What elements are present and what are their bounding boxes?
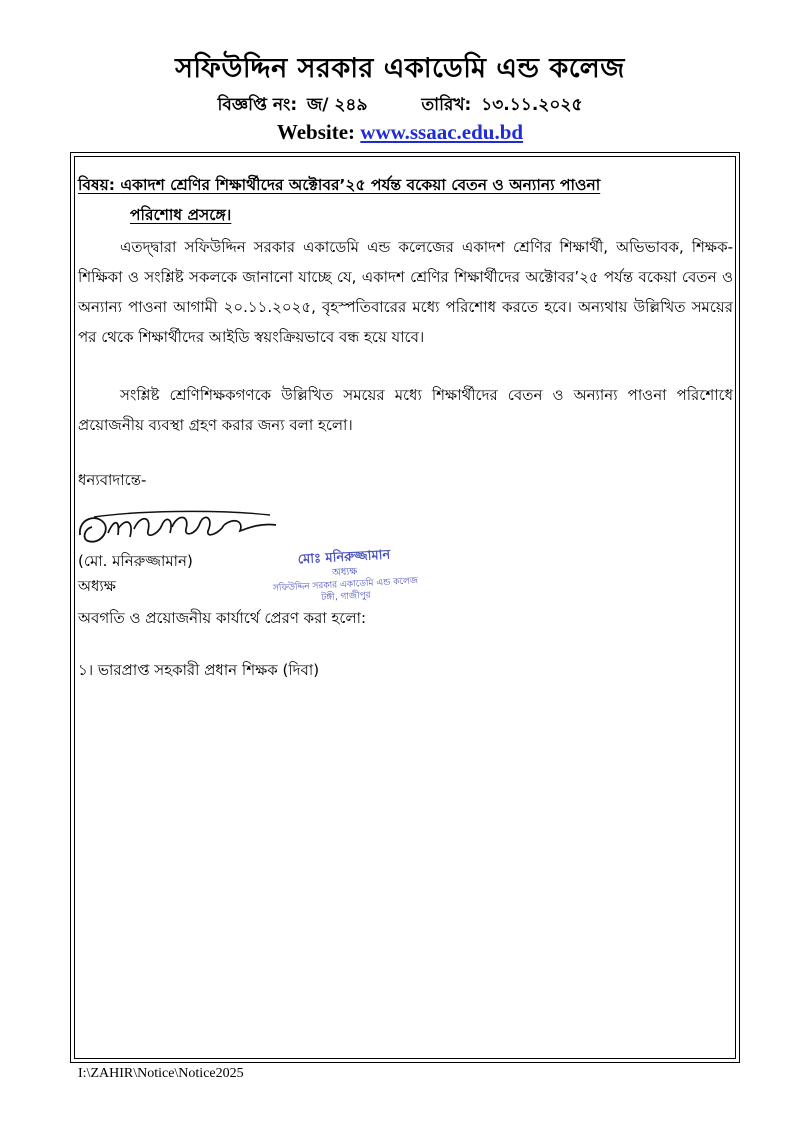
file-path-footer: I:\ZAHIR\Notice\Notice2025 <box>78 1066 244 1081</box>
website-link[interactable]: www.ssaac.edu.bd <box>360 120 524 144</box>
institution-title: সফিউদ্দিন সরকার একাডেমি এন্ড কলেজ <box>175 53 625 84</box>
subject-label: বিষয়: <box>78 176 115 194</box>
signatory-name: (মো. মনিরুজ্জামান) <box>78 552 193 570</box>
closing-text: ধন্যবাদান্তে- <box>78 471 147 489</box>
notice-meta-line <box>0 92 800 120</box>
website-line <box>0 120 800 145</box>
notice-number-label: বিজ্ঞপ্তি নং: <box>217 95 298 115</box>
body-paragraph-2: সংশ্লিষ্ট শ্রেণিশিক্ষকগণকে উল্লিখিত সময়ের মধ্যে শিক্ষার্থীদের বেতন ও অন্যান্য পাওনা পরিশোধে প্রয়োজনীয় ব্যবস্থা গ্রহণ করার জন্য বলা হলো। <box>78 386 733 434</box>
date-value: ১৩.১১.২০২৫ <box>481 95 583 115</box>
stamp-name: মোঃ মনিরুজ্জামান <box>297 547 391 568</box>
date-label: তারিখ: <box>421 95 472 115</box>
signatory-designation: অধ্যক্ষ <box>78 577 116 595</box>
stamp-institution: সফিউদ্দিন সরকার একাডেমি এন্ড কলেজ <box>272 576 419 594</box>
stamp-title: অধ্যক্ষ <box>331 566 358 579</box>
stamp-place: টঙ্গী, গাজীপুর <box>321 590 371 604</box>
notice-number-value: জ/ ২৪৯ <box>307 95 368 115</box>
website-label: Website: <box>276 120 356 144</box>
official-seal-stamp <box>249 545 442 608</box>
forwarding-intro: অবগতি ও প্রয়োজনীয় কার্যার্থে প্রেরণ করা হলো: <box>78 609 367 627</box>
body-paragraph-1: এতদ্দ্বারা সফিউদ্দিন সরকার একাডেমি এন্ড কলেজের একাদশ শ্রেণির শিক্ষার্থী, অভিভাবক, শিক্ষক-শিক্ষিকা ও সংশ্লিষ্ট সকলকে জানানো যাচ্ছে যে, একাদশ শ্রেণির শিক্ষার্থীদের অক্টোবর’২৫ পর্যন্ত বকেয়া বেতন ও অন্যান্য পাওনা আগামী ২০.১১.২০২৫, বৃহস্পতিবারের মধ্যে পরিশোধ করতে হবে। অন্যথায় উল্লিখিত সময়ের পর থেকে শিক্ষার্থীদের আইডি স্বয়ংক্রিয়ভাবে বন্ধ হয়ে যাবে। <box>78 238 733 346</box>
subject-line-2: পরিশোধ প্রসঙ্গে। <box>130 206 232 224</box>
subject <box>78 170 733 230</box>
recipient-list-item: ১। ভারপ্রাপ্ত সহকারী প্রধান শিক্ষক (দিবা) <box>78 661 320 679</box>
subject-line-1: একাদশ শ্রেণির শিক্ষার্থীদের অক্টোবর’২৫ পর্যন্ত বকেয়া বেতন ও অন্যান্য পাওনা <box>120 176 601 194</box>
